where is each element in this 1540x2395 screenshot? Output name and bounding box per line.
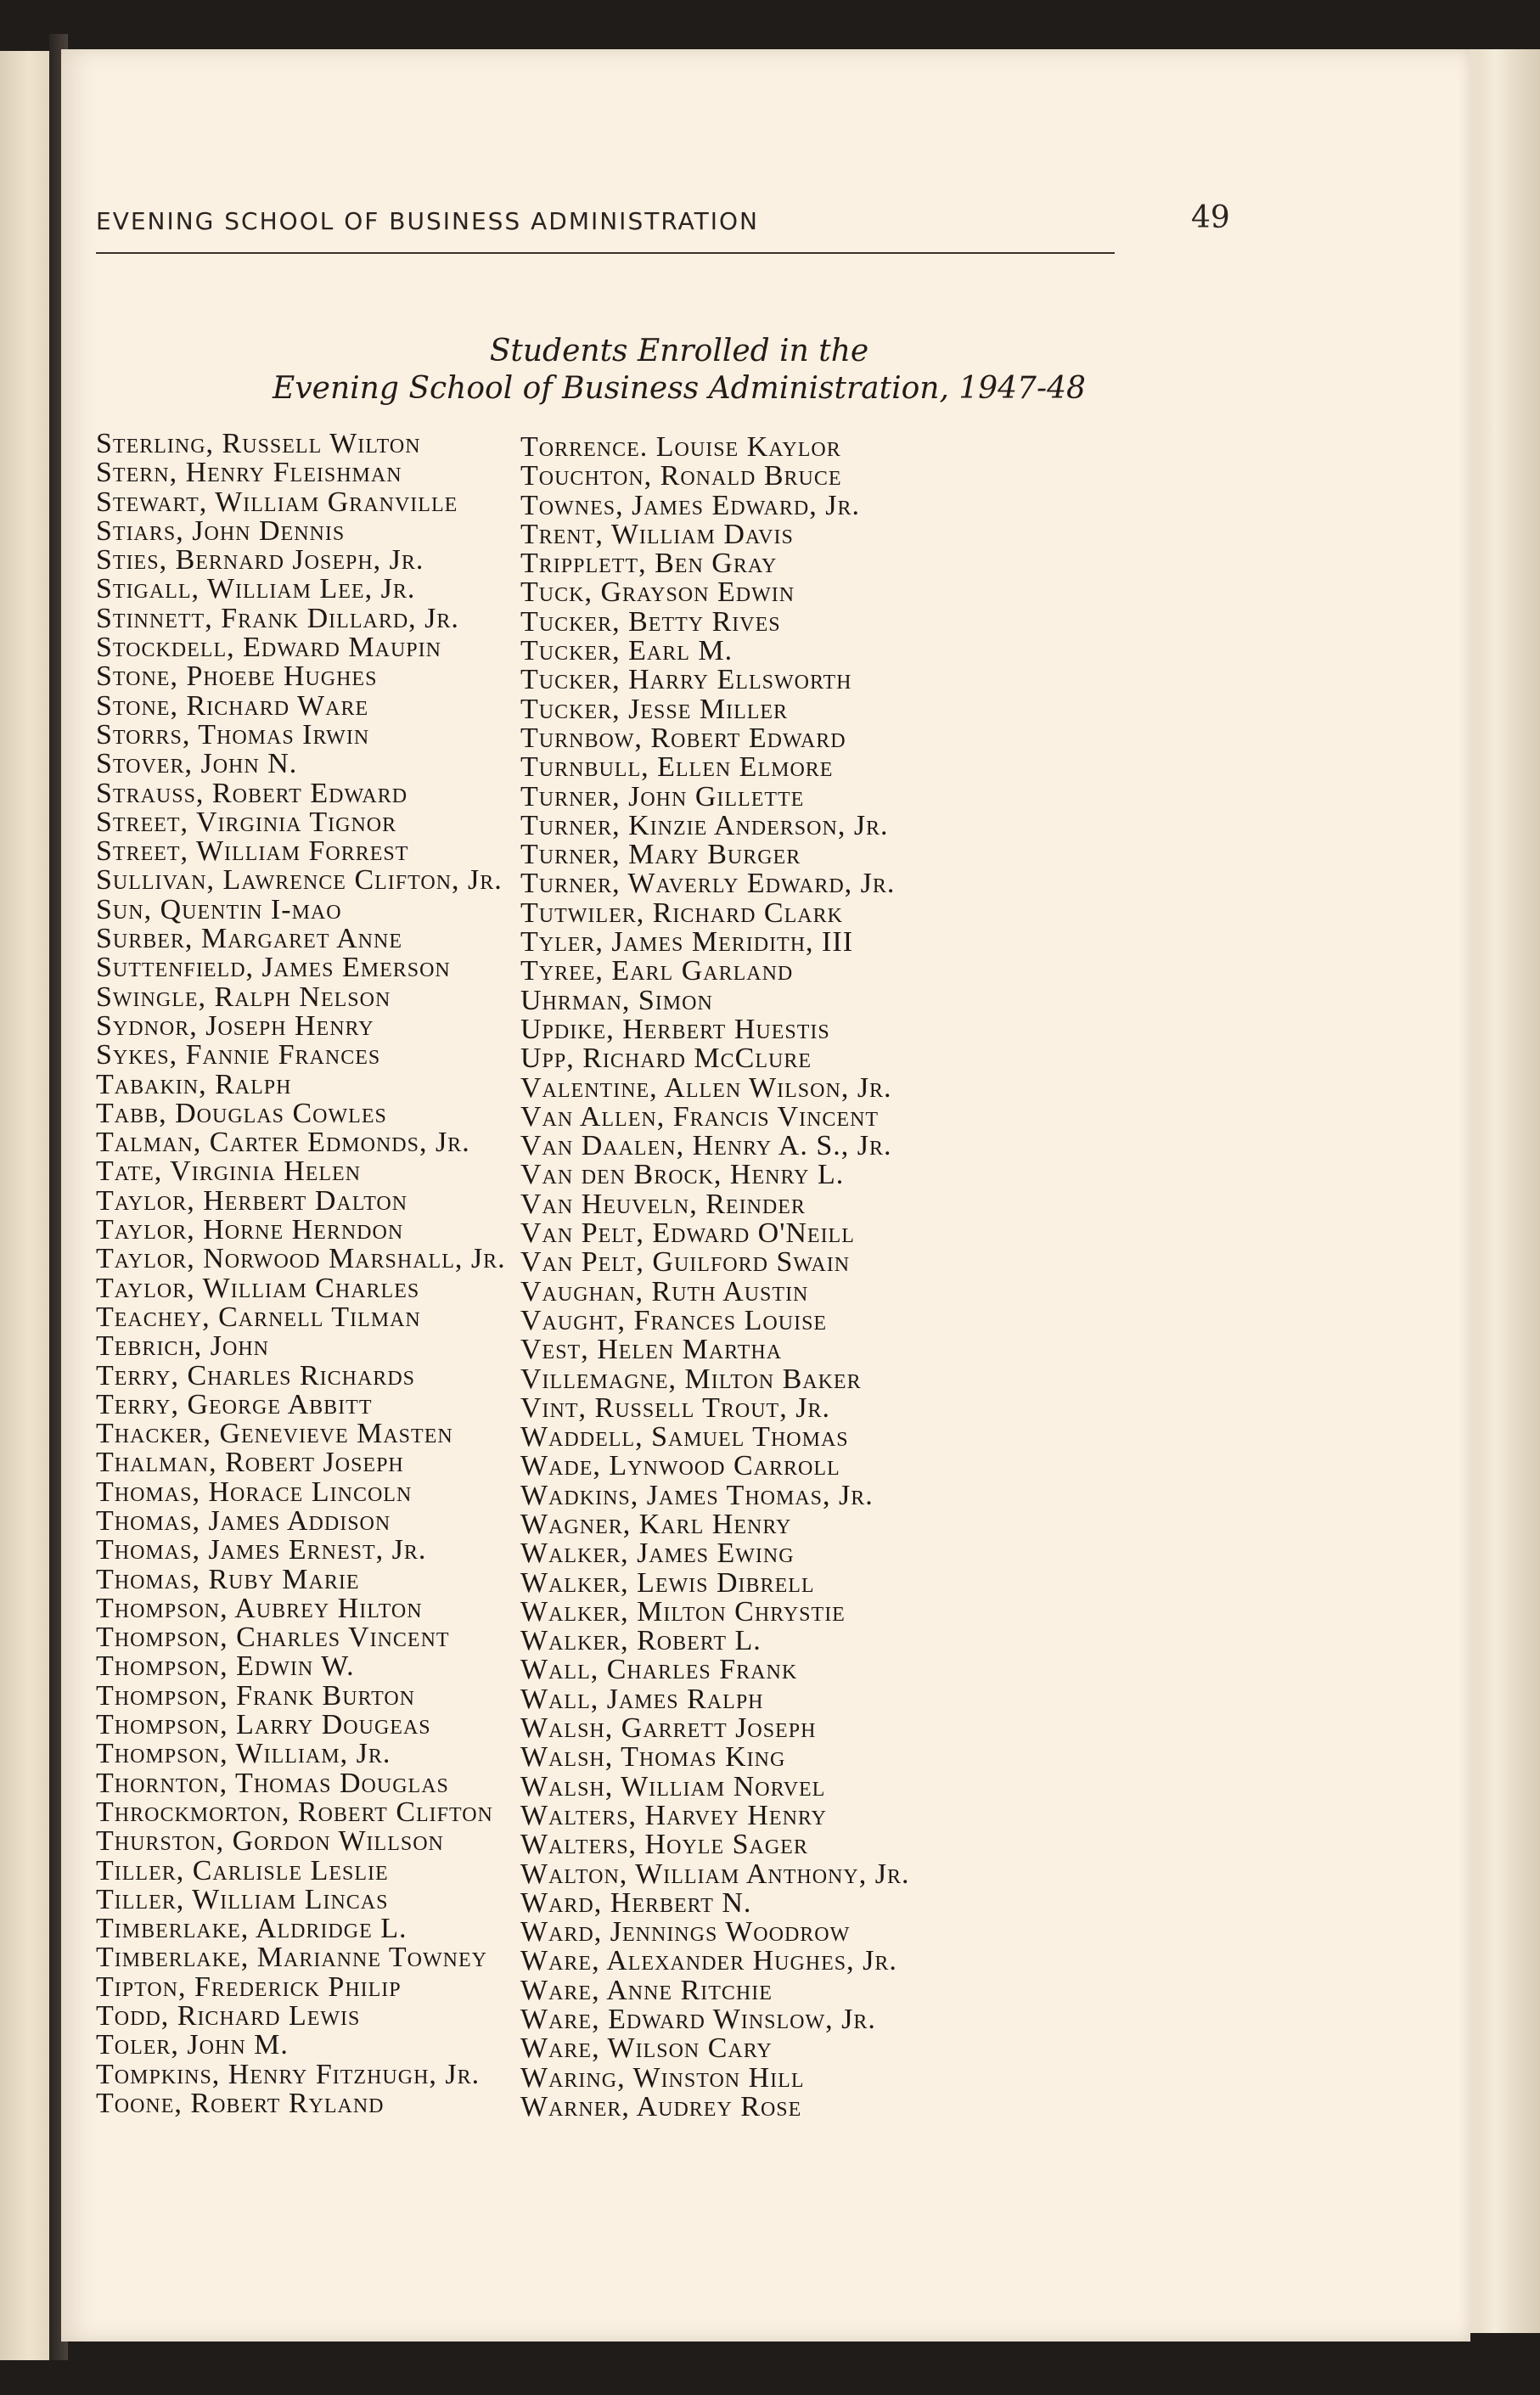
student-name: Throckmorton, Robert Clifton: [96, 1796, 493, 1828]
student-name: Thacker, Genevieve Masten: [96, 1418, 453, 1450]
student-name: Thomas, James Addison: [96, 1504, 391, 1537]
student-name: Walker, James Ewing: [520, 1538, 795, 1570]
student-name: Thomas, Horace Lincoln: [96, 1476, 413, 1508]
student-name: Surber, Margaret Anne: [96, 923, 402, 955]
student-name: Tuck, Grayson Edwin: [520, 576, 795, 609]
student-name: Walters, Harvey Henry: [520, 1799, 827, 1831]
student-name: Taylor, Herbert Dalton: [96, 1184, 408, 1217]
student-name: Thomas, Ruby Marie: [96, 1563, 360, 1595]
student-name: Uhrman, Simon: [520, 984, 713, 1016]
student-name: Touchton, Ronald Bruce: [520, 460, 842, 492]
student-name: Wall, James Ralph: [520, 1683, 764, 1715]
student-name: Van Pelt, Edward O'Neill: [520, 1217, 855, 1250]
student-name: Talman, Carter Edmonds, Jr.: [96, 1127, 470, 1159]
student-name: Waring, Winston Hill: [520, 2061, 805, 2094]
student-name: Sun, Quentin I-mao: [96, 893, 342, 925]
student-name: Ware, Edward Winslow, Jr.: [520, 2004, 876, 2036]
student-name: Tebrich, John: [96, 1330, 270, 1363]
section-title: [127, 333, 1231, 408]
student-name: Stiars, John Dennis: [96, 514, 346, 547]
student-name: Ware, Wilson Cary: [520, 2032, 773, 2065]
student-name: Tompkins, Henry Fitzhugh, Jr.: [96, 2058, 481, 2090]
header-rule: [96, 252, 1115, 254]
student-name: Van Heuveln, Reinder: [520, 1188, 806, 1220]
student-name: Walsh, Garrett Joseph: [520, 1712, 817, 1745]
student-name: Sykes, Fannie Frances: [96, 1039, 381, 1071]
student-name: Tabb, Douglas Cowles: [96, 1097, 387, 1129]
student-name: Thompson, Aubrey Hilton: [96, 1592, 423, 1624]
student-name: Sullivan, Lawrence Clifton, Jr.: [96, 864, 503, 897]
student-name: Walsh, Thomas King: [520, 1741, 786, 1774]
student-name: Storrs, Thomas Irwin: [96, 718, 370, 751]
title-line-2: Evening School of Business Administration, 1947-48: [273, 371, 1086, 406]
student-name: Tucker, Jesse Miller: [520, 693, 789, 725]
student-name: Sterling, Russell Wilton: [96, 428, 421, 459]
student-name: Vest, Helen Martha: [520, 1334, 783, 1366]
student-name: Villemagne, Milton Baker: [520, 1363, 862, 1395]
student-name: Timberlake, Marianne Towney: [96, 1942, 487, 1974]
student-name: Turnbull, Ellen Elmore: [520, 751, 834, 784]
left-name-column: [96, 430, 506, 2118]
student-name: Stockdell, Edward Maupin: [96, 632, 441, 664]
student-name: Valentine, Allen Wilson, Jr.: [520, 1071, 892, 1104]
student-name: Trent, William Davis: [520, 518, 794, 550]
student-name: Taylor, William Charles: [96, 1272, 420, 1304]
student-name: Tucker, Earl M.: [520, 635, 733, 667]
student-name: Thompson, Larry Dougeas: [96, 1709, 431, 1741]
student-name: Van den Brock, Henry L.: [520, 1159, 845, 1191]
student-name: Sydnor, Joseph Henry: [96, 1009, 374, 1042]
student-name: Wall, Charles Frank: [520, 1654, 798, 1686]
student-name: Tucker, Betty Rives: [520, 605, 781, 638]
student-name: Wadkins, James Thomas, Jr.: [520, 1479, 874, 1511]
page-number: 49: [1191, 200, 1230, 235]
student-name: Timberlake, Aldridge L.: [96, 1913, 407, 1945]
student-name: Tiller, Carlisle Leslie: [96, 1854, 389, 1886]
student-name: Turnbow, Robert Edward: [520, 722, 846, 754]
student-name: Van Pelt, Guilford Swain: [520, 1246, 851, 1279]
student-name: Walton, William Anthony, Jr.: [520, 1858, 910, 1890]
student-name: Van Daalen, Henry A. S., Jr.: [520, 1130, 892, 1162]
student-name: Ware, Alexander Hughes, Jr.: [520, 1945, 897, 1977]
student-name: Ward, Herbert N.: [520, 1886, 752, 1919]
student-name: Terry, Charles Richards: [96, 1359, 415, 1391]
student-name: Stigall, William Lee, Jr.: [96, 573, 416, 605]
student-name: Walker, Lewis Dibrell: [520, 1566, 815, 1599]
student-name: Sties, Bernard Joseph, Jr.: [96, 544, 424, 576]
student-name: Wade, Lynwood Carroll: [520, 1450, 840, 1482]
title-line-1: Students Enrolled in the: [489, 334, 869, 368]
student-name: Toler, John M.: [96, 2029, 289, 2061]
student-name: Thompson, Frank Burton: [96, 1679, 416, 1712]
student-name: Walters, Hoyle Sager: [520, 1829, 808, 1861]
student-name: Thompson, William, Jr.: [96, 1738, 391, 1770]
student-name: Warner, Audrey Rose: [520, 2090, 802, 2122]
student-name: Turner, Mary Burger: [520, 839, 801, 871]
student-name: Ward, Jennings Woodrow: [520, 1916, 851, 1948]
student-name: Waddell, Samuel Thomas: [520, 1421, 849, 1453]
student-name: Tipton, Frederick Philip: [96, 1971, 402, 2003]
student-name: Van Allen, Francis Vincent: [520, 1100, 880, 1133]
student-name: Upp, Richard McClure: [520, 1043, 812, 1075]
student-name: Taylor, Norwood Marshall, Jr.: [96, 1243, 506, 1275]
left-page-edge: [0, 51, 49, 2360]
student-name: Townes, James Edward, Jr.: [520, 489, 861, 521]
student-name: Teachey, Carnell Tilman: [96, 1301, 421, 1333]
student-name: Tiller, William Lincas: [96, 1883, 389, 1915]
student-name: Stover, John N.: [96, 748, 298, 780]
student-name: Ware, Anne Ritchie: [520, 1974, 773, 2006]
student-name: Tutwiler, Richard Clark: [520, 897, 843, 929]
student-name: Turner, Waverly Edward, Jr.: [520, 868, 896, 900]
running-head: EVENING SCHOOL OF BUSINESS ADMINISTRATION: [96, 207, 759, 235]
student-name: Turner, John Gillette: [520, 780, 805, 812]
student-name: Thalman, Robert Joseph: [96, 1447, 404, 1479]
student-name: Thomas, James Ernest, Jr.: [96, 1534, 427, 1566]
student-name: Torrence. Louise Kaylor: [520, 431, 841, 463]
student-name: Stewart, William Granville: [96, 486, 458, 518]
student-name: Vaughan, Ruth Austin: [520, 1275, 809, 1307]
student-name: Updike, Herbert Huestis: [520, 1013, 830, 1045]
student-name: Street, Virginia Tignor: [96, 806, 397, 838]
student-name: Vaught, Frances Louise: [520, 1304, 828, 1336]
student-name: Toone, Robert Ryland: [96, 2087, 385, 2119]
student-name: Walker, Robert L.: [520, 1625, 762, 1657]
student-name: Stern, Henry Fleishman: [96, 457, 402, 489]
student-name: Wagner, Karl Henry: [520, 1508, 792, 1540]
student-name: Thornton, Thomas Douglas: [96, 1767, 449, 1799]
student-name: Stone, Phoebe Hughes: [96, 661, 378, 693]
student-name: Walker, Milton Chrystie: [520, 1595, 846, 1628]
page-header: [96, 200, 1230, 245]
student-name: Thompson, Edwin W.: [96, 1650, 355, 1683]
student-name: Stone, Richard Ware: [96, 689, 369, 722]
student-name: Tyler, James Meridith, III: [520, 926, 854, 959]
student-name: Taylor, Horne Herndon: [96, 1214, 404, 1246]
right-name-column: [520, 433, 909, 2122]
student-name: Tripplett, Ben Gray: [520, 548, 778, 580]
student-name: Strauss, Robert Edward: [96, 777, 408, 809]
student-name: Tucker, Harry Ellsworth: [520, 664, 852, 696]
student-name: Turner, Kinzie Anderson, Jr.: [520, 809, 889, 841]
student-name: Tabakin, Ralph: [96, 1068, 292, 1100]
student-name: Thompson, Charles Vincent: [96, 1622, 450, 1654]
student-name: Thurston, Gordon Willson: [96, 1825, 444, 1858]
student-name: Stinnett, Frank Dillard, Jr.: [96, 602, 459, 634]
student-name: Swingle, Ralph Nelson: [96, 981, 391, 1013]
student-name: Terry, George Abbitt: [96, 1388, 373, 1420]
student-name: Tate, Virginia Helen: [96, 1155, 362, 1188]
student-name: Suttenfield, James Emerson: [96, 952, 451, 984]
student-name: Todd, Richard Lewis: [96, 2000, 361, 2032]
student-name: Street, William Forrest: [96, 835, 409, 868]
student-name: Vint, Russell Trout, Jr.: [520, 1391, 830, 1424]
student-name: Tyree, Earl Garland: [520, 955, 794, 987]
student-name: Walsh, William Norvel: [520, 1770, 826, 1802]
